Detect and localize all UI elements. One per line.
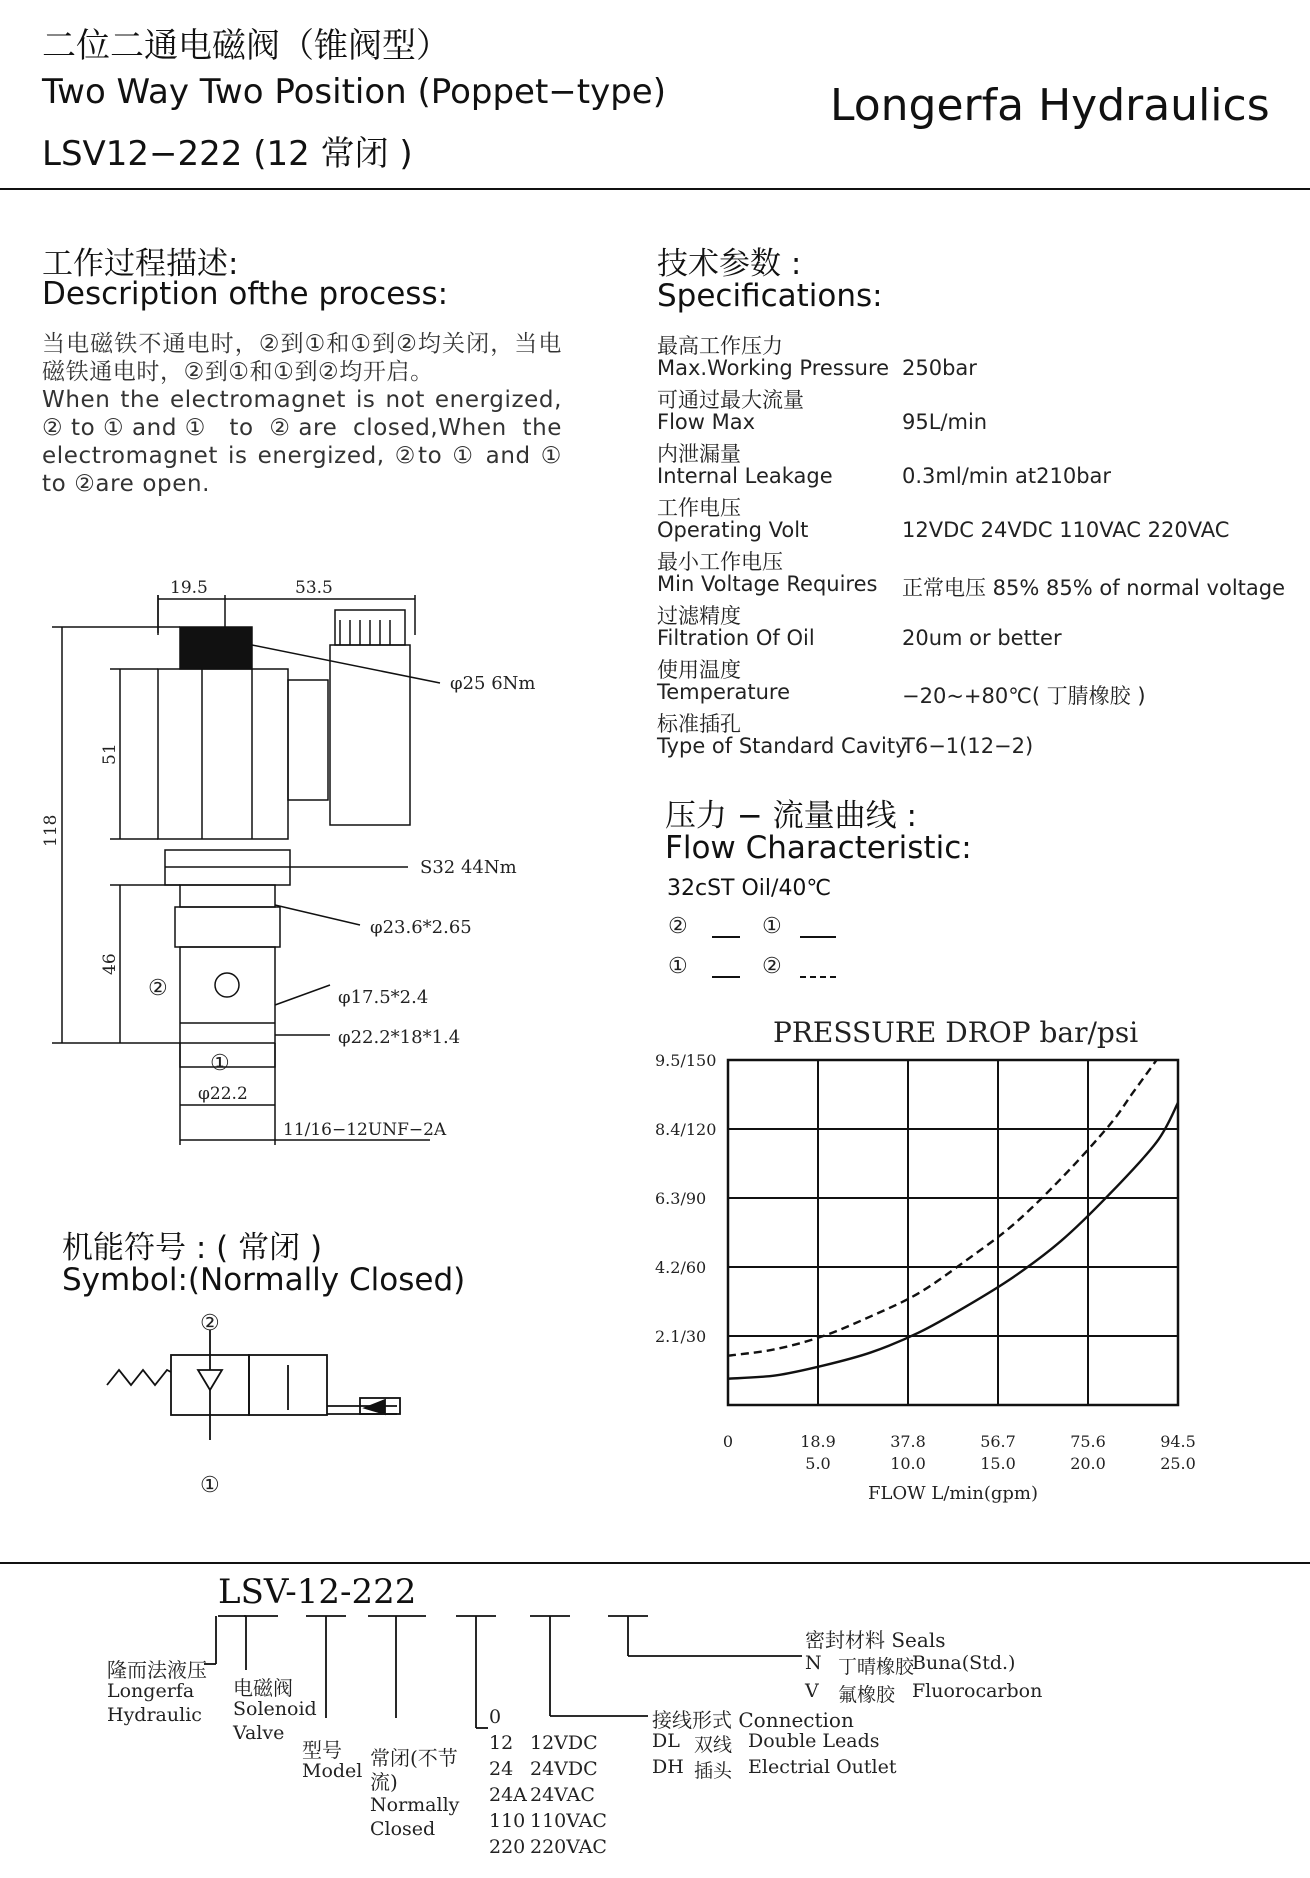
note-oring-2: φ17.5*2.4: [338, 987, 429, 1008]
spec-label-en: Filtration Of Oil: [657, 626, 815, 650]
spec-label-en: Temperature: [657, 680, 791, 704]
legend-1-to: ①: [762, 914, 782, 939]
legend-2-to: ②: [762, 954, 782, 979]
voltage-value: 110VAC: [530, 1810, 607, 1832]
title-cn: 二位二通电磁阀（锥阀型）: [42, 26, 450, 66]
connection-cn: 双线: [694, 1734, 733, 1756]
note-nut-torque: φ25 6Nm: [450, 673, 536, 694]
legend-2-from: ①: [668, 954, 688, 979]
brand-name: Longerfa Hydraulics: [830, 80, 1270, 131]
x-axis-label: FLOW L/min(gpm): [867, 1483, 1039, 1504]
voltage-code: 24A: [489, 1784, 527, 1806]
drawing-port-2: ②: [148, 976, 168, 1001]
spec-label-cn: 标准插孔: [657, 712, 741, 736]
seal-code: N: [805, 1652, 822, 1674]
nc-cn-2: 流): [370, 1770, 398, 1794]
note-oring-1: φ23.6*2.65: [370, 917, 472, 938]
flow-heading-cn: 压力 − 流量曲线 :: [665, 798, 917, 834]
x-tick-label-gpm: 20.0: [1070, 1454, 1106, 1473]
voltage-code: 12: [489, 1732, 514, 1754]
y-tick-label: 9.5/150: [655, 1051, 717, 1070]
voltage-value: 24VDC: [530, 1758, 598, 1780]
spec-value: 250bar: [902, 356, 977, 380]
spec-label-cn: 使用温度: [657, 658, 741, 682]
dim-46: 46: [100, 953, 120, 975]
voltage-value: 220VAC: [530, 1836, 607, 1858]
connection-code: DH: [652, 1756, 684, 1778]
description-text-en: When the electromagnet is not energized, ②to①and① to ②are closed,When the electromagnet is energized, ②to ① and ① to ②are open.: [42, 387, 562, 497]
spec-value: 0.3ml/min at210bar: [902, 464, 1112, 488]
connection-en: Double Leads: [748, 1730, 880, 1752]
model-line: LSV12−222 (12 常闭 ): [42, 134, 413, 174]
y-tick-label: 2.1/30: [655, 1327, 707, 1346]
spec-label-cn: 过滤精度: [657, 604, 741, 628]
brand-cn: 隆而法液压: [107, 1658, 207, 1682]
solenoid-cn: 电磁阀: [233, 1676, 293, 1700]
brand-en-1: Longerfa: [107, 1680, 195, 1702]
legend-1-from: ②: [668, 914, 688, 939]
connection-cn: 插头: [694, 1760, 733, 1782]
voltage-code: 220: [489, 1836, 526, 1858]
pressure-drop-chart: [640, 1005, 1200, 1525]
note-hex-torque: S32 44Nm: [420, 857, 517, 878]
model-cn: 型号: [302, 1738, 342, 1762]
seal-en: Buna(Std.): [912, 1652, 1016, 1674]
x-tick-label: 37.8: [890, 1432, 926, 1451]
solenoid-en-1: Solenoid: [233, 1698, 317, 1720]
connection-title: 接线形式 Connection: [652, 1708, 854, 1732]
dim-51: 51: [100, 743, 120, 765]
x-tick-label: 75.6: [1070, 1432, 1106, 1451]
chart-title: PRESSURE DROP bar/psi: [773, 1016, 1139, 1049]
dim-diameter: φ22.2: [198, 1084, 248, 1104]
x-tick-label-gpm: 10.0: [890, 1454, 926, 1473]
y-tick-label: 6.3/90: [655, 1189, 707, 1208]
description-heading-en: Description ofthe process:: [42, 276, 449, 312]
voltage-code: 24: [489, 1758, 514, 1780]
spec-label-en: Type of Standard Cavity: [657, 734, 908, 758]
flow-legend: [660, 905, 860, 985]
x-tick-label-gpm: 5.0: [805, 1454, 831, 1473]
seal-en: Fluorocarbon: [912, 1680, 1043, 1702]
spec-label-en: Flow Max: [657, 410, 756, 434]
symbol-heading-cn: 机能符号 : ( 常闭 ): [62, 1230, 323, 1266]
specs-heading-en: Specifications:: [657, 278, 883, 314]
nc-cn-1: 常闭(不节: [370, 1746, 458, 1770]
spec-value: T6−1(12−2): [902, 734, 1034, 758]
spec-label-cn: 最高工作压力: [657, 334, 783, 358]
dim-53-5: 53.5: [295, 578, 333, 598]
voltage-value: 12VDC: [530, 1732, 598, 1754]
spec-label-cn: 内泄漏量: [657, 442, 741, 466]
ordering-divider: [0, 1562, 1310, 1564]
voltage-code: 0: [489, 1706, 502, 1728]
spec-label-cn: 可通过最大流量: [657, 388, 804, 412]
x-tick-label: 56.7: [980, 1432, 1016, 1451]
spec-label-en: Operating Volt: [657, 518, 809, 542]
voltage-value: 24VAC: [530, 1784, 595, 1806]
spec-value: 12VDC 24VDC 110VAC 220VAC: [902, 518, 1230, 542]
spec-value: 20um or better: [902, 626, 1062, 650]
spec-label-en: Max.Working Pressure: [657, 356, 890, 380]
valve-drawing: [40, 565, 600, 1165]
spec-value: −20~+80℃( 丁腈橡胶 ): [902, 684, 1146, 708]
thread-spec: 11/16−12UNF−2A: [283, 1120, 447, 1140]
specs-heading-cn: 技术参数 :: [657, 246, 802, 282]
nc-en-2: Closed: [370, 1818, 436, 1840]
spec-value: 95L/min: [902, 410, 988, 434]
y-tick-label: 8.4/120: [655, 1120, 717, 1139]
x-tick-label: 0: [722, 1432, 734, 1451]
hydraulic-symbol: [95, 1310, 435, 1510]
spec-label-en: Internal Leakage: [657, 464, 833, 488]
x-tick-label-gpm: 15.0: [980, 1454, 1016, 1473]
header-divider: [0, 188, 1310, 190]
seals-title: 密封材料 Seals: [805, 1628, 946, 1652]
description-text: [42, 330, 562, 498]
x-tick-label: 94.5: [1160, 1432, 1196, 1451]
seal-cn: 丁晴橡胶: [838, 1656, 915, 1678]
x-tick-label: 18.9: [800, 1432, 836, 1451]
spec-value: 正常电压 85% 85% of normal voltage: [902, 576, 1286, 600]
flow-oil: 32cST Oil/40℃: [667, 876, 832, 901]
ordering-model: LSV-12-222: [218, 1572, 417, 1612]
solenoid-en-2: Valve: [233, 1722, 285, 1744]
connection-en: Electrial Outlet: [748, 1756, 897, 1778]
y-tick-label: 4.2/60: [655, 1258, 707, 1277]
dim-19-5: 19.5: [170, 578, 208, 598]
x-tick-label-gpm: 25.0: [1160, 1454, 1196, 1473]
voltage-code: 110: [489, 1810, 526, 1832]
connection-code: DL: [652, 1730, 680, 1752]
drawing-port-1: ①: [210, 1051, 230, 1076]
seal-code: V: [805, 1680, 819, 1702]
dim-118: 118: [41, 814, 61, 847]
symbol-port-2: ②: [200, 1311, 220, 1336]
spec-label-cn: 最小工作电压: [657, 550, 783, 574]
nc-en-1: Normally: [370, 1794, 460, 1816]
series-1-to-2-dashed-line: [728, 1060, 1157, 1356]
symbol-port-1: ①: [200, 1473, 220, 1498]
model-en: Model: [302, 1760, 363, 1782]
description-text-cn: 当电磁铁不通电时，②到①和①到②均关闭，当电磁铁通电时，②到①和①到②均开启。: [42, 331, 562, 385]
title-en: Two Way Two Position (Poppet−type): [42, 72, 666, 112]
brand-en-2: Hydraulic: [107, 1704, 202, 1726]
seal-cn: 氟橡胶: [838, 1684, 896, 1706]
plot-frame: [728, 1060, 1178, 1405]
flow-heading-en: Flow Characteristic:: [665, 830, 972, 866]
note-oring-3: φ22.2*18*1.4: [338, 1027, 461, 1048]
spec-label-en: Min Voltage Requires: [657, 572, 878, 596]
description-heading-cn: 工作过程描述:: [42, 246, 239, 282]
series-2-to-1-solid-line: [728, 1103, 1178, 1379]
spec-label-cn: 工作电压: [657, 496, 741, 520]
symbol-heading-en: Symbol:(Normally Closed): [62, 1262, 466, 1298]
